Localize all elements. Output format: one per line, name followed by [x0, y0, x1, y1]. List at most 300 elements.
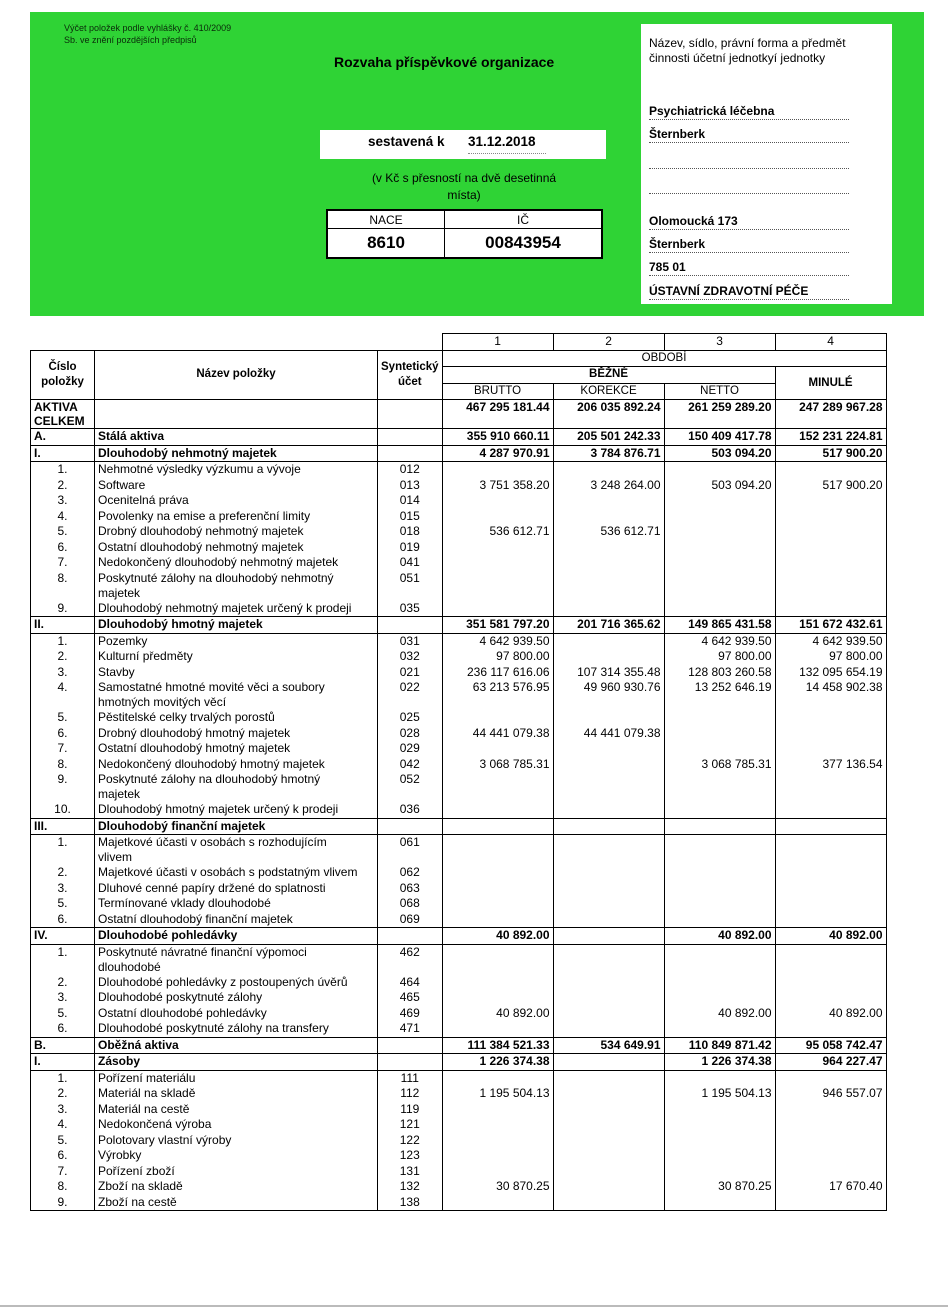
row-netto	[664, 865, 775, 881]
row-number: 9.	[31, 1195, 95, 1211]
table-row	[31, 726, 887, 742]
row-account: 014	[378, 493, 443, 509]
entity-heading	[649, 36, 885, 66]
row-name-line1: Majetkové účasti v osobách s podstatným vlivem	[98, 865, 358, 880]
section-row	[31, 617, 887, 634]
row-minule: 152 231 224.81	[775, 429, 886, 446]
row-brutto	[442, 462, 553, 478]
row-name-line1: Pěstitelské celky trvalých porostů	[98, 710, 275, 725]
row-brutto: 111 384 521.33	[442, 1037, 553, 1054]
row-name-line1: Oběžná aktiva	[98, 1037, 179, 1052]
table-row	[31, 462, 887, 478]
row-korekce	[553, 928, 664, 945]
date-box	[320, 130, 606, 159]
row-korekce	[553, 1164, 664, 1180]
table-row	[31, 944, 887, 975]
row-name-line1: Stálá aktiva	[98, 429, 165, 444]
row-name-line1: Pozemky	[98, 633, 148, 648]
row-number: 4.	[31, 680, 95, 710]
row-minule: 14 458 902.38	[775, 680, 886, 710]
row-name-line1: Dlouhodobé poskytnuté zálohy	[98, 990, 263, 1005]
table-row	[31, 680, 887, 710]
row-account: 035	[378, 601, 443, 617]
row-number: 2.	[31, 649, 95, 665]
header-cislo	[31, 350, 95, 400]
row-minule	[775, 601, 886, 617]
row-netto	[664, 896, 775, 912]
table-row	[31, 1021, 887, 1037]
table-row	[31, 1117, 887, 1133]
row-minule: 964 227.47	[775, 1054, 886, 1071]
row-brutto	[442, 1133, 553, 1149]
row-korekce: 107 314 355.48	[553, 665, 664, 681]
row-name-line1: Nehmotné výsledky výzkumu a vývoje	[98, 462, 301, 477]
row-korekce: 3 248 264.00	[553, 478, 664, 494]
row-minule	[775, 865, 886, 881]
row-brutto	[442, 881, 553, 897]
row-minule	[775, 896, 886, 912]
row-name-line1: Dlouhodobý hmotný majetek	[98, 617, 263, 632]
row-account: 041	[378, 555, 443, 571]
row-korekce	[553, 1195, 664, 1211]
ic-value: 00843954	[445, 229, 602, 258]
row-brutto: 536 612.71	[442, 524, 553, 540]
row-account: 112	[378, 1086, 443, 1102]
row-name	[95, 493, 378, 509]
row-account: 019	[378, 540, 443, 556]
row-minule: 247 289 967.28	[775, 400, 886, 429]
header-row-1	[31, 350, 887, 367]
row-korekce	[553, 896, 664, 912]
row-name	[95, 680, 378, 710]
row-name-line2: dlouhodobé	[98, 959, 161, 974]
row-netto	[664, 601, 775, 617]
row-name	[95, 540, 378, 556]
row-minule: 17 670.40	[775, 1179, 886, 1195]
row-account: 015	[378, 509, 443, 525]
row-netto	[664, 1133, 775, 1149]
row-number: 1.	[31, 944, 95, 975]
row-brutto	[442, 912, 553, 928]
row-account: 061	[378, 835, 443, 866]
row-number: 6.	[31, 726, 95, 742]
row-name	[95, 757, 378, 773]
entity-zip: 785 01	[649, 260, 849, 276]
row-minule	[775, 1133, 886, 1149]
row-number: 8.	[31, 1179, 95, 1195]
table-row	[31, 1133, 887, 1149]
row-netto	[664, 818, 775, 835]
entity-heading-line2: činnosti účetní jednotkyí jednotky	[649, 51, 826, 65]
section-row	[31, 445, 887, 462]
row-account: 025	[378, 710, 443, 726]
row-number: 8.	[31, 757, 95, 773]
table-row	[31, 665, 887, 681]
row-netto: 110 849 871.42	[664, 1037, 775, 1054]
row-name-line1: Ostatní dlouhodobý finanční majetek	[98, 911, 293, 926]
row-brutto: 467 295 181.44	[442, 400, 553, 429]
row-korekce: 201 716 365.62	[553, 617, 664, 634]
table-row	[31, 1148, 887, 1164]
row-brutto: 1 226 374.38	[442, 1054, 553, 1071]
row-name	[95, 1054, 378, 1071]
row-brutto	[442, 493, 553, 509]
row-netto: 128 803 260.58	[664, 665, 775, 681]
row-korekce: 49 960 930.76	[553, 680, 664, 710]
row-brutto	[442, 1102, 553, 1118]
row-account	[378, 928, 443, 945]
header-cislo-line1: Číslo	[48, 360, 77, 373]
row-netto	[664, 540, 775, 556]
row-korekce	[553, 555, 664, 571]
table-row	[31, 601, 887, 617]
table-row	[31, 1070, 887, 1086]
row-name	[95, 617, 378, 634]
row-number: 1.	[31, 1070, 95, 1086]
row-netto: 13 252 646.19	[664, 680, 775, 710]
row-netto: 150 409 417.78	[664, 429, 775, 446]
currency-note	[330, 170, 598, 204]
date-label: sestavená k	[368, 134, 445, 149]
row-name-line1: Poskytnuté zálohy na dlouhodobý nehmotný	[98, 570, 334, 585]
row-netto	[664, 975, 775, 991]
row-korekce	[553, 865, 664, 881]
row-minule	[775, 990, 886, 1006]
table-row	[31, 1164, 887, 1180]
row-korekce	[553, 1054, 664, 1071]
row-account: 031	[378, 633, 443, 649]
row-netto	[664, 1195, 775, 1211]
header-cislo-line2: položky	[41, 375, 84, 388]
row-minule	[775, 540, 886, 556]
table-row	[31, 555, 887, 571]
row-korekce	[553, 912, 664, 928]
row-netto	[664, 493, 775, 509]
row-number: IV.	[31, 928, 95, 945]
row-name-line1: Nedokončený dlouhodobý hmotný majetek	[98, 756, 325, 771]
row-netto: 149 865 431.58	[664, 617, 775, 634]
row-brutto: 3 068 785.31	[442, 757, 553, 773]
col-number: 2	[553, 334, 664, 351]
row-name	[95, 726, 378, 742]
row-netto: 40 892.00	[664, 1006, 775, 1022]
row-name-line1: Dluhové cenné papíry držené do splatnosti	[98, 880, 326, 895]
row-korekce	[553, 601, 664, 617]
row-name-line1: Polotovary vlastní výroby	[98, 1132, 232, 1147]
row-netto: 261 259 289.20	[664, 400, 775, 429]
row-account: 464	[378, 975, 443, 991]
row-brutto: 236 117 616.06	[442, 665, 553, 681]
table-row	[31, 493, 887, 509]
row-name-line1: Pořízení materiálu	[98, 1070, 196, 1085]
row-brutto: 44 441 079.38	[442, 726, 553, 742]
row-brutto	[442, 1195, 553, 1211]
row-account: 462	[378, 944, 443, 975]
row-netto	[664, 726, 775, 742]
table-row	[31, 990, 887, 1006]
row-netto: 4 642 939.50	[664, 633, 775, 649]
row-korekce	[553, 802, 664, 818]
row-number: 5.	[31, 710, 95, 726]
row-name	[95, 944, 378, 975]
section-row	[31, 928, 887, 945]
row-account	[378, 445, 443, 462]
row-account: 042	[378, 757, 443, 773]
row-number: 5.	[31, 896, 95, 912]
row-netto: 3 068 785.31	[664, 757, 775, 773]
row-brutto: 4 642 939.50	[442, 633, 553, 649]
table-row	[31, 649, 887, 665]
row-number: 3.	[31, 990, 95, 1006]
row-minule	[775, 1021, 886, 1037]
entity-heading-line1: Název, sídlo, právní forma a předmět	[649, 36, 846, 50]
table-row	[31, 975, 887, 991]
table-row	[31, 509, 887, 525]
table-row	[31, 1195, 887, 1211]
row-name	[95, 741, 378, 757]
row-number: 7.	[31, 741, 95, 757]
row-name-line1: Zboží na skladě	[98, 1179, 183, 1194]
row-netto	[664, 1070, 775, 1086]
row-account	[378, 818, 443, 835]
row-name	[95, 555, 378, 571]
row-name-line2: hmotných movitých věcí	[98, 695, 227, 709]
row-minule	[775, 912, 886, 928]
row-netto	[664, 710, 775, 726]
row-number: 3.	[31, 493, 95, 509]
table-row	[31, 896, 887, 912]
row-name-line1: Termínované vklady dlouhodobé	[98, 896, 271, 911]
row-account: 465	[378, 990, 443, 1006]
row-korekce	[553, 710, 664, 726]
row-name-line2: majetek	[98, 787, 141, 801]
row-netto	[664, 881, 775, 897]
nace-label: NACE	[328, 211, 445, 229]
date-underline	[468, 153, 546, 154]
row-account: 131	[378, 1164, 443, 1180]
row-minule: 40 892.00	[775, 928, 886, 945]
row-brutto	[442, 1070, 553, 1086]
row-netto: 503 094.20	[664, 445, 775, 462]
row-netto	[664, 1117, 775, 1133]
entity-name-line1: Psychiatrická léčebna	[649, 104, 849, 120]
row-korekce	[553, 649, 664, 665]
row-minule	[775, 1148, 886, 1164]
row-korekce: 206 035 892.24	[553, 400, 664, 429]
row-name-line1: Výrobky	[98, 1148, 142, 1163]
row-brutto: 3 751 358.20	[442, 478, 553, 494]
table-row	[31, 802, 887, 818]
row-brutto: 355 910 660.11	[442, 429, 553, 446]
header-synteticky	[378, 350, 443, 400]
row-minule: 95 058 742.47	[775, 1037, 886, 1054]
row-name	[95, 429, 378, 446]
row-name	[95, 571, 378, 601]
row-name	[95, 818, 378, 835]
row-korekce: 205 501 242.33	[553, 429, 664, 446]
row-account: 022	[378, 680, 443, 710]
row-korekce	[553, 1179, 664, 1195]
row-name-line1: Ostatní dlouhodobý hmotný majetek	[98, 741, 291, 756]
row-name	[95, 865, 378, 881]
nace-ic-box	[326, 209, 603, 259]
legal-note	[64, 22, 231, 46]
row-number: 8.	[31, 571, 95, 601]
header-bezne: BĚŽNÉ	[442, 367, 775, 384]
row-korekce	[553, 509, 664, 525]
row-number: 3.	[31, 1102, 95, 1118]
row-brutto	[442, 772, 553, 802]
row-number: 5.	[31, 1133, 95, 1149]
table-row	[31, 524, 887, 540]
row-account	[378, 617, 443, 634]
row-name-line2: vlivem	[98, 850, 133, 864]
row-korekce	[553, 1117, 664, 1133]
row-number: 6.	[31, 540, 95, 556]
row-number: 6.	[31, 1148, 95, 1164]
row-netto	[664, 944, 775, 975]
row-netto: 1 195 504.13	[664, 1086, 775, 1102]
table-row	[31, 1102, 887, 1118]
row-name	[95, 1070, 378, 1086]
row-number: 3.	[31, 881, 95, 897]
row-account: 051	[378, 571, 443, 601]
row-name	[95, 524, 378, 540]
row-brutto	[442, 710, 553, 726]
row-account: 029	[378, 741, 443, 757]
entity-city: Šternberk	[649, 237, 849, 253]
table-row	[31, 1179, 887, 1195]
row-name-line1: Dlouhodobý nehmotný majetek	[98, 445, 277, 460]
row-name	[95, 990, 378, 1006]
row-netto: 30 870.25	[664, 1179, 775, 1195]
row-brutto	[442, 540, 553, 556]
row-brutto	[442, 1164, 553, 1180]
row-name	[95, 1102, 378, 1118]
row-number: I.	[31, 1054, 95, 1071]
row-minule: 517 900.20	[775, 445, 886, 462]
row-brutto	[442, 990, 553, 1006]
table-row	[31, 772, 887, 802]
row-number: 9.	[31, 601, 95, 617]
row-name	[95, 881, 378, 897]
legal-note-line2: Sb. ve znění pozdějších předpisů	[64, 35, 197, 45]
row-korekce	[553, 741, 664, 757]
row-name-line1: Ostatní dlouhodobé pohledávky	[98, 1005, 267, 1020]
row-account: 063	[378, 881, 443, 897]
row-name-line1: Dlouhodobé pohledávky	[98, 928, 238, 943]
row-brutto: 30 870.25	[442, 1179, 553, 1195]
table-row	[31, 540, 887, 556]
nace-value: 8610	[328, 229, 445, 258]
row-minule: 946 557.07	[775, 1086, 886, 1102]
row-name-line1: Materiál na cestě	[98, 1101, 190, 1116]
row-name	[95, 975, 378, 991]
row-account: 021	[378, 665, 443, 681]
row-account: 069	[378, 912, 443, 928]
balance-sheet-table	[30, 333, 887, 1211]
row-account: 119	[378, 1102, 443, 1118]
row-account: 471	[378, 1021, 443, 1037]
row-number: 4.	[31, 1117, 95, 1133]
row-netto	[664, 571, 775, 601]
row-number: III.	[31, 818, 95, 835]
row-korekce	[553, 1133, 664, 1149]
row-number: 10.	[31, 802, 95, 818]
row-minule	[775, 571, 886, 601]
row-account	[378, 400, 443, 429]
row-minule	[775, 1070, 886, 1086]
row-name-line1: Dlouhodobý nehmotný majetek určený k prodeji	[98, 600, 352, 615]
entity-street: Olomoucká 173	[649, 214, 849, 230]
entity-activity: ÚSTAVNÍ ZDRAVOTNÍ PÉČE	[649, 284, 849, 300]
section-row	[31, 1037, 887, 1054]
row-name-line1: Zásoby	[98, 1054, 141, 1069]
row-number: 7.	[31, 555, 95, 571]
row-name	[95, 665, 378, 681]
row-netto	[664, 1148, 775, 1164]
row-brutto	[442, 818, 553, 835]
row-name-line1: Stavby	[98, 664, 135, 679]
row-brutto	[442, 944, 553, 975]
row-brutto	[442, 555, 553, 571]
row-netto	[664, 802, 775, 818]
entity-blank-line1	[649, 153, 849, 169]
table-row	[31, 478, 887, 494]
row-name	[95, 1086, 378, 1102]
section-row	[31, 429, 887, 446]
row-minule	[775, 944, 886, 975]
col-number: 3	[664, 334, 775, 351]
row-minule: 97 800.00	[775, 649, 886, 665]
table-row	[31, 881, 887, 897]
row-korekce: 44 441 079.38	[553, 726, 664, 742]
row-netto	[664, 990, 775, 1006]
row-name	[95, 478, 378, 494]
row-name-line1: Ocenitelná práva	[98, 493, 189, 508]
row-brutto: 63 213 576.95	[442, 680, 553, 710]
row-number: 1.	[31, 462, 95, 478]
row-name	[95, 1148, 378, 1164]
column-number-row	[31, 334, 887, 351]
row-minule: 151 672 432.61	[775, 617, 886, 634]
col-number: 1	[442, 334, 553, 351]
row-name	[95, 649, 378, 665]
row-name-line1: Kulturní předměty	[98, 649, 193, 664]
row-korekce	[553, 757, 664, 773]
row-account: 138	[378, 1195, 443, 1211]
row-name	[95, 802, 378, 818]
row-brutto	[442, 741, 553, 757]
row-minule	[775, 555, 886, 571]
row-korekce	[553, 1021, 664, 1037]
row-minule	[775, 1164, 886, 1180]
row-netto: 40 892.00	[664, 928, 775, 945]
row-name-line1: Dlouhodobé pohledávky z postoupených úvěrů	[98, 974, 348, 989]
row-korekce	[553, 944, 664, 975]
entity-box	[641, 24, 892, 304]
row-number: 5.	[31, 1006, 95, 1022]
table-row	[31, 1006, 887, 1022]
row-number: 2.	[31, 975, 95, 991]
row-korekce	[553, 1086, 664, 1102]
row-number: 9.	[31, 772, 95, 802]
row-name	[95, 928, 378, 945]
row-number: 1.	[31, 835, 95, 866]
row-account: 032	[378, 649, 443, 665]
row-number: 5.	[31, 524, 95, 540]
row-minule	[775, 1195, 886, 1211]
